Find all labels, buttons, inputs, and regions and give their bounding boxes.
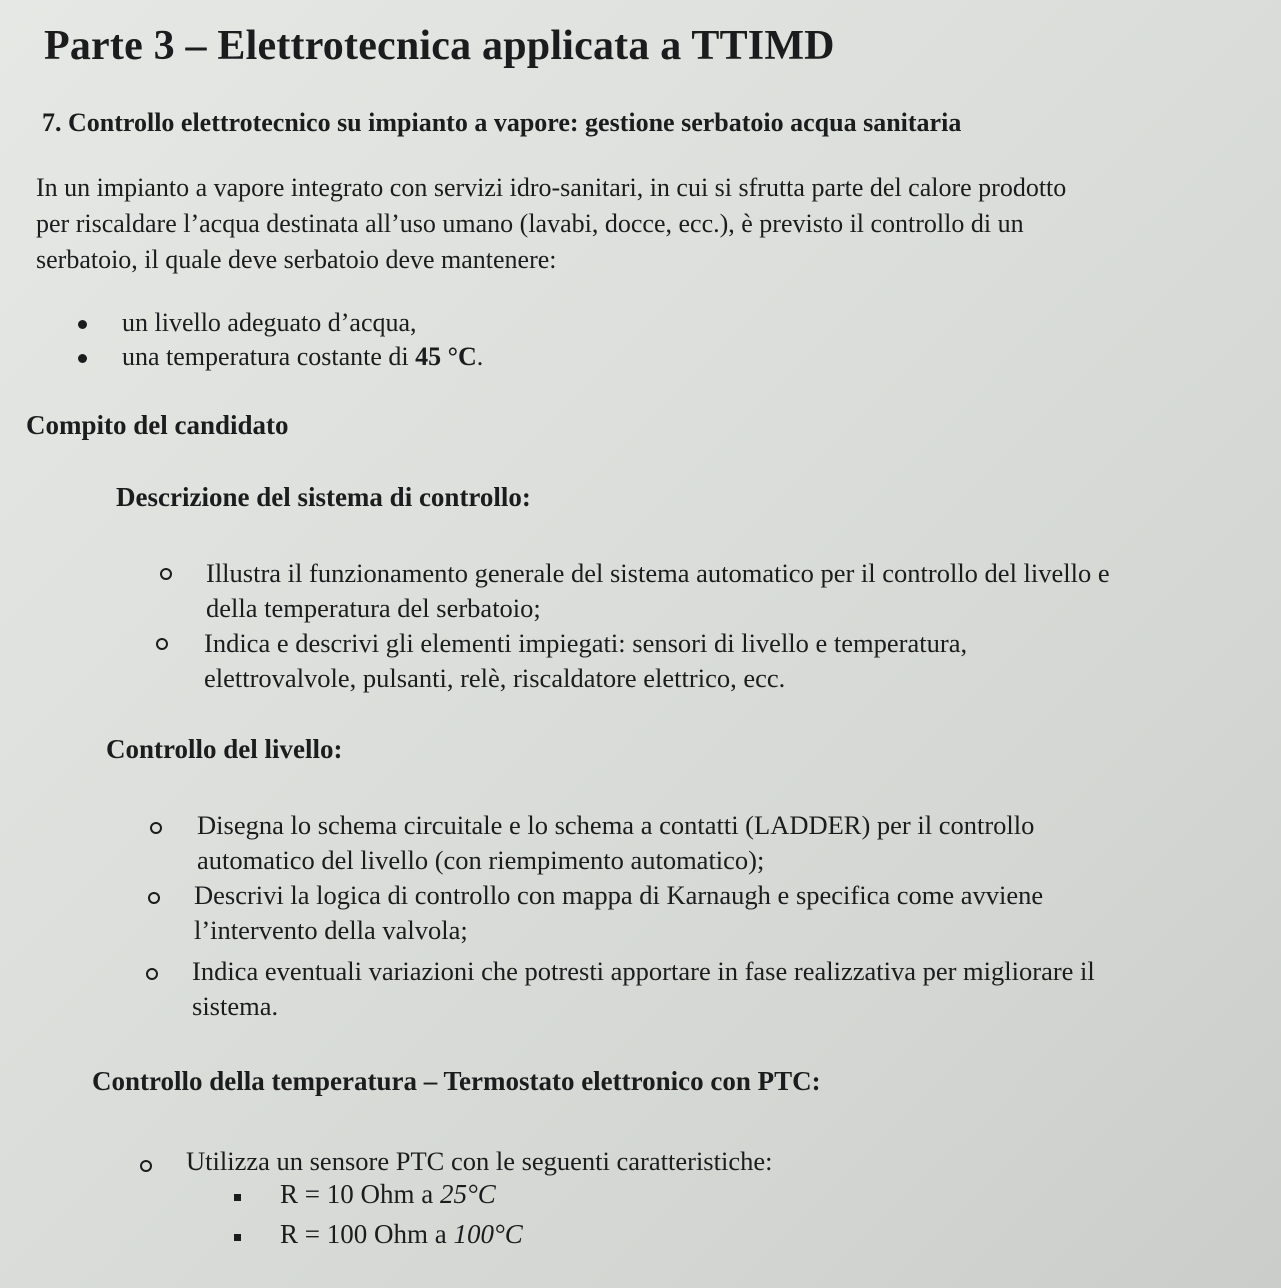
temperature-heading: Controllo della temperatura – Termostato elettronico con PTC: [92,1066,821,1096]
level-item-2 [194,878,1043,948]
item-line: elettrovalvole, pulsanti, relè, riscaldatore elettrico, ecc. [204,663,786,693]
requirement-level: un livello adeguato d’acqua, [122,308,417,337]
resistance-symbol: R [280,1219,299,1249]
temperature-value: 45 °C [415,342,477,371]
item-line: Descrivi la logica di controllo con mappa di Karnaugh e specifica come avviene [194,880,1044,910]
requirement-temperature [122,342,483,372]
item-line: Indica eventuali variazioni che potresti apportare in fase realizzativa per migliorare il [192,956,1095,986]
requirement-suffix: . [476,342,484,371]
square-bullet [234,1234,241,1241]
equals-sign: = [298,1219,327,1249]
item-line: sistema. [192,991,279,1021]
resistance-symbol: R [280,1179,299,1209]
resistance-value: 10 Ohm a [326,1179,440,1209]
requirement-temperature-text: una temperatura costante di [122,342,416,371]
description-item-2 [204,626,967,696]
item-line: l’intervento della valvola; [194,915,468,945]
intro-line-1: In un impianto a vapore integrato con servizi idro-sanitari, in cui si sfrutta parte del calore prodotto [36,173,1067,202]
resistance-value: 100 Ohm a [326,1219,454,1249]
bullet-dot [78,354,87,363]
page-title: Parte 3 – Elettrotecnica applicata a TTIMD [44,23,835,69]
intro-line-2: per riscaldare l’acqua destinata all’uso umano (lavabi, docce, ecc.), è previsto il controllo di un [36,209,1024,238]
item-line: automatico del livello (con riempimento automatico); [197,845,765,875]
circle-bullet [160,568,172,580]
circle-bullet [140,1160,152,1172]
circle-bullet [148,892,160,904]
exercise-subtitle: 7. Controllo elettrotecnico su impianto a vapore: gestione serbatoio acqua sanitaria [42,108,962,137]
item-line: della temperatura del serbatoio; [206,593,541,623]
circle-bullet [156,638,168,650]
level-item-3 [192,954,1095,1024]
task-heading: Compito del candidato [26,410,289,440]
description-item-1 [206,556,1110,626]
ptc-spec-2 [280,1219,523,1250]
intro-line-3: serbatoio, il quale deve serbatoio deve mantenere: [36,245,557,274]
ptc-spec-1 [280,1179,496,1210]
bullet-dot [78,320,87,329]
item-line: Illustra il funzionamento generale del sistema automatico per il controllo del livello e [206,558,1110,588]
level-item-1 [197,808,1034,878]
temperature-item: Utilizza un sensore PTC con le seguenti caratteristiche: [186,1146,773,1176]
equals-sign: = [298,1179,327,1209]
temperature-value: 100°C [453,1219,523,1249]
circle-bullet [146,968,158,980]
level-heading: Controllo del livello: [106,734,343,764]
item-line: Indica e descrivi gli elementi impiegati: sensori di livello e temperatura, [204,628,968,658]
temperature-value: 25°C [439,1179,496,1209]
circle-bullet [150,822,162,834]
square-bullet [234,1194,241,1201]
item-line: Disegna lo schema circuitale e lo schema a contatti (LADDER) per il controllo [197,810,1035,840]
description-heading: Descrizione del sistema di controllo: [116,482,531,512]
intro-paragraph [36,170,1236,278]
